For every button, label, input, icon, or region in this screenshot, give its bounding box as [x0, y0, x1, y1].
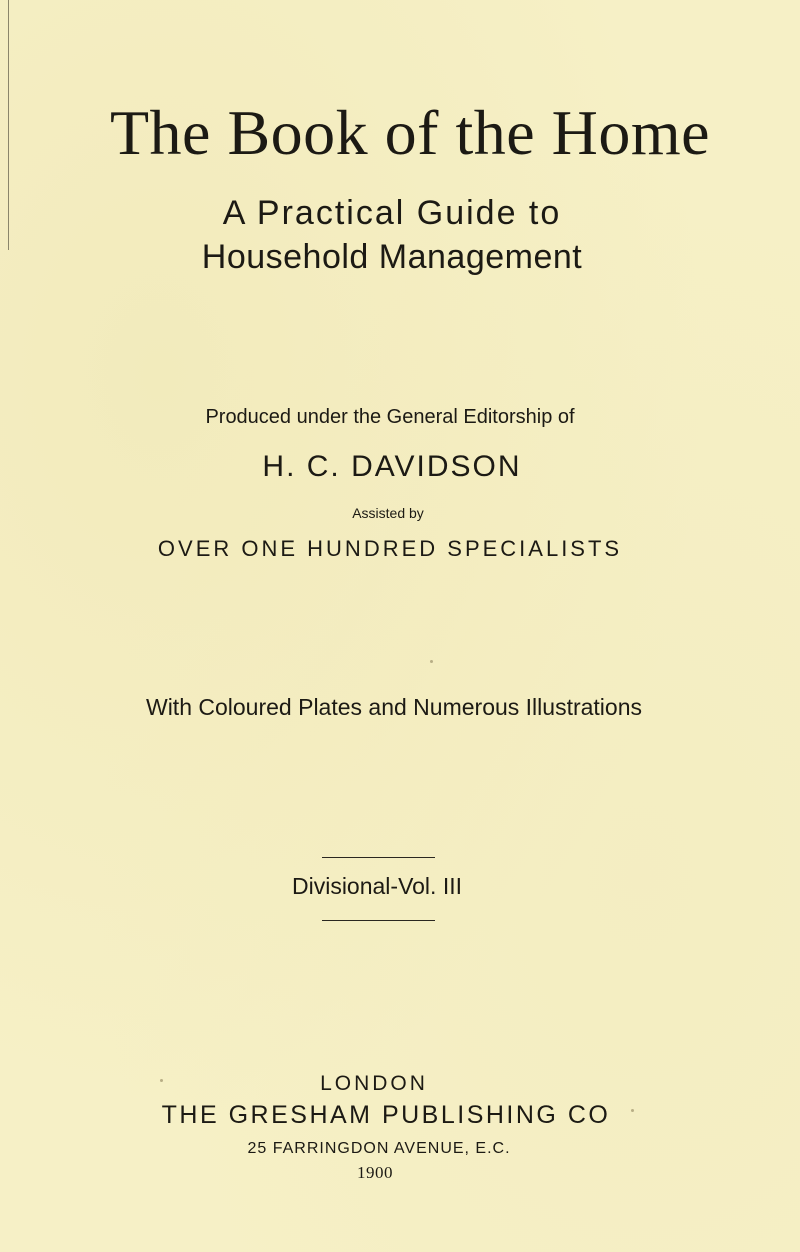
- imprint-year: 1900: [357, 1163, 393, 1182]
- volume-label: Divisional-Vol. III: [291, 873, 462, 899]
- paper-speck: [160, 1079, 163, 1082]
- imprint-publisher: THE GRESHAM PUBLISHING CO: [161, 1101, 611, 1129]
- editor-name: H. C. DAVIDSON: [262, 450, 522, 483]
- volume-rule-top: [322, 857, 435, 858]
- subtitle-line-1: A Practical Guide to: [222, 194, 562, 232]
- volume-rule-bottom: [322, 920, 435, 921]
- paper-speck: [430, 660, 433, 663]
- assisted-by-line: Assisted by: [352, 505, 424, 521]
- produced-under-line: Produced under the General Editorship of: [205, 406, 575, 428]
- illustrations-line: With Coloured Plates and Numerous Illustrations: [145, 694, 642, 720]
- imprint-city: LONDON: [320, 1072, 428, 1095]
- book-title: The Book of the Home: [109, 97, 711, 168]
- paper-speck: [631, 1109, 634, 1112]
- imprint-address: 25 FARRINGDON AVENUE, E.C.: [247, 1140, 511, 1157]
- subtitle-line-2: Household Management: [201, 238, 583, 276]
- specialists-line: OVER ONE HUNDRED SPECIALISTS: [157, 536, 623, 561]
